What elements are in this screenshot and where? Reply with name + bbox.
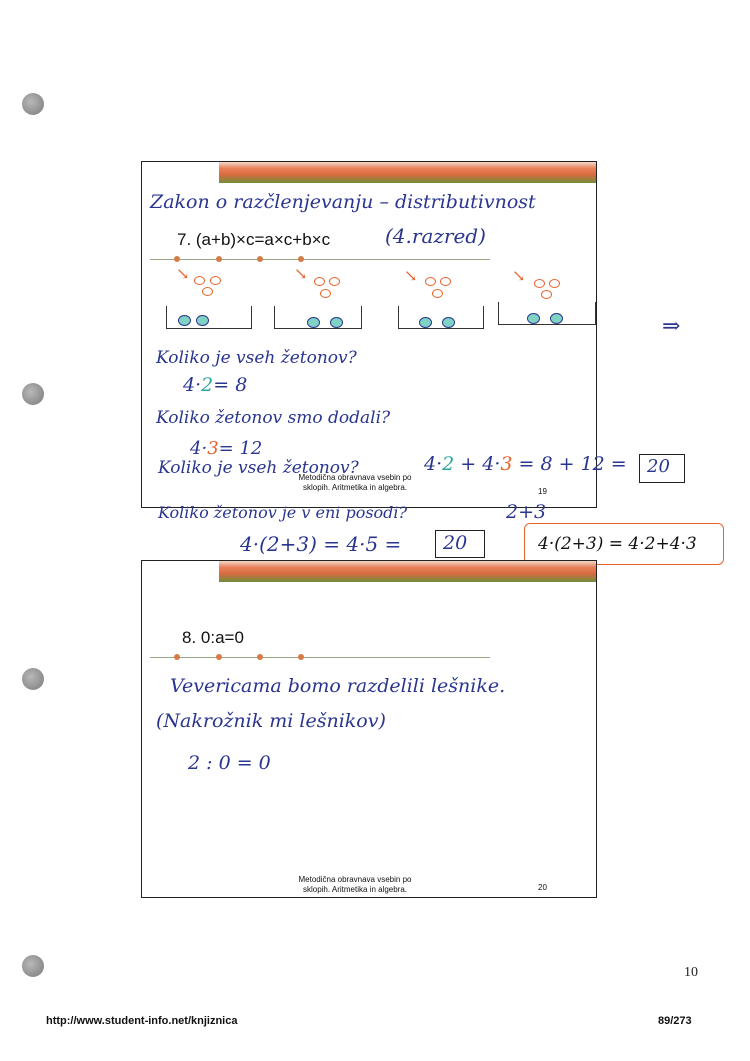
bowl (498, 302, 596, 325)
question-4: Koliko žetonov je v eni posodi? (158, 503, 408, 522)
equation: 4·(2+3) = 4·5 = (240, 532, 402, 556)
bullet-dot (298, 654, 304, 660)
handwritten-line-1: Vevericama bomo razdelili lešnike. (170, 675, 506, 697)
added-token (534, 279, 545, 288)
punch-hole (22, 93, 44, 115)
answer-3: 4·2 + 4·3 = 8 + 12 = (424, 453, 627, 475)
slide-title: 8. 0:a=0 (182, 628, 244, 647)
added-token (541, 290, 552, 299)
answer-1: 4·2= 8 (183, 374, 248, 396)
question-2: Koliko žetonov smo dodali? (156, 408, 391, 428)
answer-2: 4·3= 12 (190, 438, 263, 459)
distributive-law: 4·(2+3) = 4·2+4·3 (538, 534, 697, 554)
bowl (398, 306, 484, 329)
arrow-mark: ↘ (294, 264, 308, 283)
bullet-dot (257, 256, 263, 262)
arrow-mark: ↘ (512, 266, 526, 285)
added-token (314, 277, 325, 286)
punch-hole (22, 668, 44, 690)
slide-banner (219, 561, 596, 582)
equation-box-value: 20 (443, 532, 468, 554)
token (419, 317, 432, 328)
token (330, 317, 343, 328)
answer-box-value: 20 (647, 456, 670, 477)
added-token (440, 277, 451, 286)
token (550, 313, 563, 324)
page-counter: 89/273 (658, 1015, 692, 1027)
added-token (210, 276, 221, 285)
added-token (194, 276, 205, 285)
slide-number: 20 (538, 883, 547, 892)
question-3: Koliko je vseh žetonov? (158, 458, 359, 478)
arrow-mark: ↘ (176, 264, 190, 283)
punch-hole (22, 383, 44, 405)
slide-footer: Metodična obravnava vsebin po sklopih. Aritmetika in algebra. (298, 875, 412, 894)
handwritten-line-3: 2 : 0 = 0 (188, 752, 271, 774)
bullet-dot (257, 654, 263, 660)
grade-note: (4.razred) (385, 224, 486, 248)
token (442, 317, 455, 328)
bullet-dot (174, 256, 180, 262)
bullet-dot (216, 654, 222, 660)
handwritten-heading: Zakon o razčlenjevanju – distributivnost (150, 191, 536, 213)
implies-arrow: ⇒ (662, 314, 681, 339)
divider (150, 259, 490, 260)
divider (150, 657, 490, 658)
source-url[interactable]: http://www.student-info.net/knjiznica (46, 1015, 238, 1027)
bullet-dot (298, 256, 304, 262)
added-token (202, 287, 213, 296)
slide-banner (219, 162, 596, 183)
slide-title: 7. (a+b)×c=a×c+b×c (177, 230, 331, 249)
added-token (549, 279, 560, 288)
token (196, 315, 209, 326)
added-token (425, 277, 436, 286)
question-1: Koliko je vseh žetonov? (156, 348, 357, 368)
token (307, 317, 320, 328)
token (527, 313, 540, 324)
page-number: 10 (684, 965, 698, 980)
slide-number: 19 (538, 487, 547, 496)
arrow-mark: ↘ (404, 266, 418, 285)
added-token (432, 289, 443, 298)
bullet-dot (216, 256, 222, 262)
bullet-dot (174, 654, 180, 660)
punch-hole (22, 955, 44, 977)
added-token (329, 277, 340, 286)
answer-4: 2+3 (506, 501, 547, 523)
added-token (320, 289, 331, 298)
slide-footer: Metodična obravnava vsebin po sklopih. Aritmetika in algebra. (298, 473, 412, 492)
handwritten-line-2: (Nakrožnik mi lešnikov) (156, 710, 386, 732)
token (178, 315, 191, 326)
